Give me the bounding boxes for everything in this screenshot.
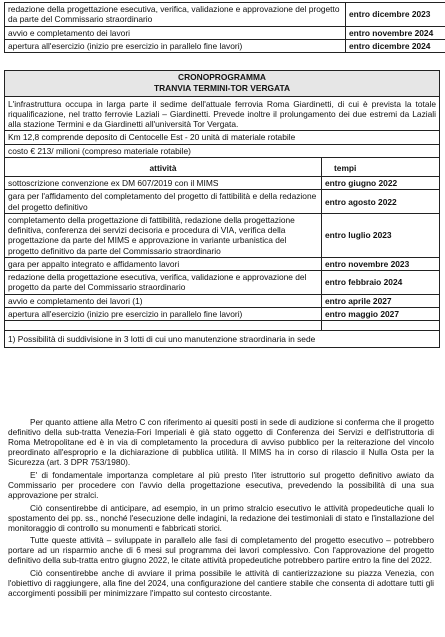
schedule-table (5, 158, 439, 331)
table-row (5, 39, 445, 52)
table-row (5, 271, 439, 295)
date-cell: entro aprile 2027 (322, 294, 440, 307)
table-row (5, 294, 439, 307)
cost-line: costo € 213/ milioni (compreso materiale rotabile) (5, 145, 439, 158)
activity-cell: redazione della progettazione esecutiva, verifica, validazione e approvazione del progetto da parte del Commissario straordinario (5, 271, 322, 295)
blank-cell (322, 321, 440, 331)
blank-row (5, 321, 439, 331)
column-header-times: tempi (322, 158, 440, 177)
cronoprogramma-subtitle: TRANVIA TERMINI-TOR VERGATA (153, 83, 290, 94)
date-cell: entro dicembre 2024 (346, 39, 445, 52)
activity-cell: redazione della progettazione esecutiva, verifica, validazione e approvazione del progetto da parte del Commissario straordinario (5, 3, 346, 27)
date-cell: entro novembre 2024 (346, 26, 445, 39)
date-cell: entro giugno 2022 (322, 177, 440, 190)
table-row (5, 177, 439, 190)
activity-cell: apertura all'esercizio (inizio pre esercizio in parallelo fine lavori) (5, 39, 346, 52)
cronoprogramma-title: CRONOPROGRAMMA (178, 72, 266, 82)
top-schedule-table (4, 2, 445, 53)
date-cell: entro novembre 2023 (322, 257, 440, 270)
activity-cell: apertura all'esercizio (inizio pre esercizio in parallelo fine lavori) (5, 307, 322, 320)
cronoprogramma-box (4, 70, 440, 348)
activity-cell: avvio e completamento dei lavori (1) (5, 294, 322, 307)
column-header-activity: attività (5, 158, 322, 177)
paragraph: Tutte queste attività – sviluppate in parallelo alle fasi di completamento del progetto esecutivo – potrebbero portare ad un risparmio anche di 6 mesi sul programma dei lavori complessivo. Con l'approvazione del progetto definitivo della sub-tratta entro giugno 2022, le citate attività propedeutiche potrebbero partire entro la fine del 2022. (8, 535, 434, 566)
table-row (5, 307, 439, 320)
paragraph: Ciò consentirebbe anche di avviare il prima possibile le attività di cantierizzazione su piazza Venezia, con l'obiettivo di raggiungere, alla fine del 2024, una configurazione del cantiere stabile che consenta di adottare tutti gli accorgimenti possibili per minimizzare l'impatto sul contesto circostante. (8, 568, 434, 599)
footnote: 1) Possibilità di suddivisione in 3 lotti di cui uno manutenzione straordinaria in sede (8, 334, 316, 345)
length-line: Km 12,8 comprende deposito di Centocelle Est - 20 unità di materiale rotabile (5, 131, 439, 144)
paragraph: Ciò consentirebbe di anticipare, ad esempio, in un primo stralcio esecutivo le attività propedeutiche quali lo spostamento dei pp. ss., nonché l'esecuzione delle indagini, la redazione dei testimoniali di stato e l'installazione del monitoraggio di controllo su monumenti e fabbricati storici. (8, 502, 434, 533)
date-cell: entro maggio 2027 (322, 307, 440, 320)
body-text (8, 418, 434, 602)
table-header-row (5, 158, 439, 177)
date-cell: entro dicembre 2023 (346, 3, 445, 27)
cronoprogramma-header (5, 71, 439, 97)
date-cell: entro luglio 2023 (322, 213, 440, 257)
project-description: L'infrastruttura occupa in larga parte il sedime dell'attuale ferrovia Roma Giardinetti, di cui è prevista la totale riqualificazione, nel tratto ferrovie Laziali – Giardinetti. Prevede inoltre il prolungamento dei due estremi da Laziali alla stazione Termini e da Giardinetti all'università Tor Vergata. (5, 97, 439, 132)
table-row (5, 213, 439, 257)
activity-cell: gara per l'affidamento del completamento del progetto di fattibilità e della redazione del progetto definitivo (5, 190, 322, 214)
table-row (5, 26, 445, 39)
paragraph: Per quanto attiene alla Metro C con riferimento ai quesiti posti in sede di audizione si conferma che il progetto definitivo della sub-tratta Venezia-Fori Imperiali è già stato oggetto di Conferenza dei Servizi e dell'istruttoria di Roma Metropolitane ed è in via di completamento la procedura di avviso pubblico per la reiterazione del vincolo preordinato all'esproprio e la dichiarazione di pubblica utilità. Il MIMS ha in corso di rilascio il Nulla Osta per la Sicurezza (art. 3 DPR 753/1980). (8, 417, 434, 467)
table-row (5, 257, 439, 270)
date-cell: entro agosto 2022 (322, 190, 440, 214)
activity-cell: gara per appalto integrato e affidamento lavori (5, 257, 322, 270)
date-cell: entro febbraio 2024 (322, 271, 440, 295)
table-row (5, 190, 439, 214)
activity-cell: sottoscrizione convenzione ex DM 607/2019 con il MIMS (5, 177, 322, 190)
blank-cell (5, 321, 322, 331)
paragraph: E' di fondamentale importanza completare al più presto l'iter istruttorio sul progetto definitivo awiato da Commissario per procedere con l'avvio della progettazione esecutiva, prevedendo la possibilità di una sua approvazione per stralci. (8, 469, 434, 500)
activity-cell: completamento della progettazione di fattibilità, redazione della progettazione definitiva, conferenza dei servizi decisoria e procedura di VIA, verifica della progettazione da parte del MIMS e approvazione in variante urbanistica del progetto definitivo da parte del Commissario straordinario (5, 213, 322, 257)
table-row (5, 3, 445, 27)
activity-cell: avvio e completamento dei lavori (5, 26, 346, 39)
